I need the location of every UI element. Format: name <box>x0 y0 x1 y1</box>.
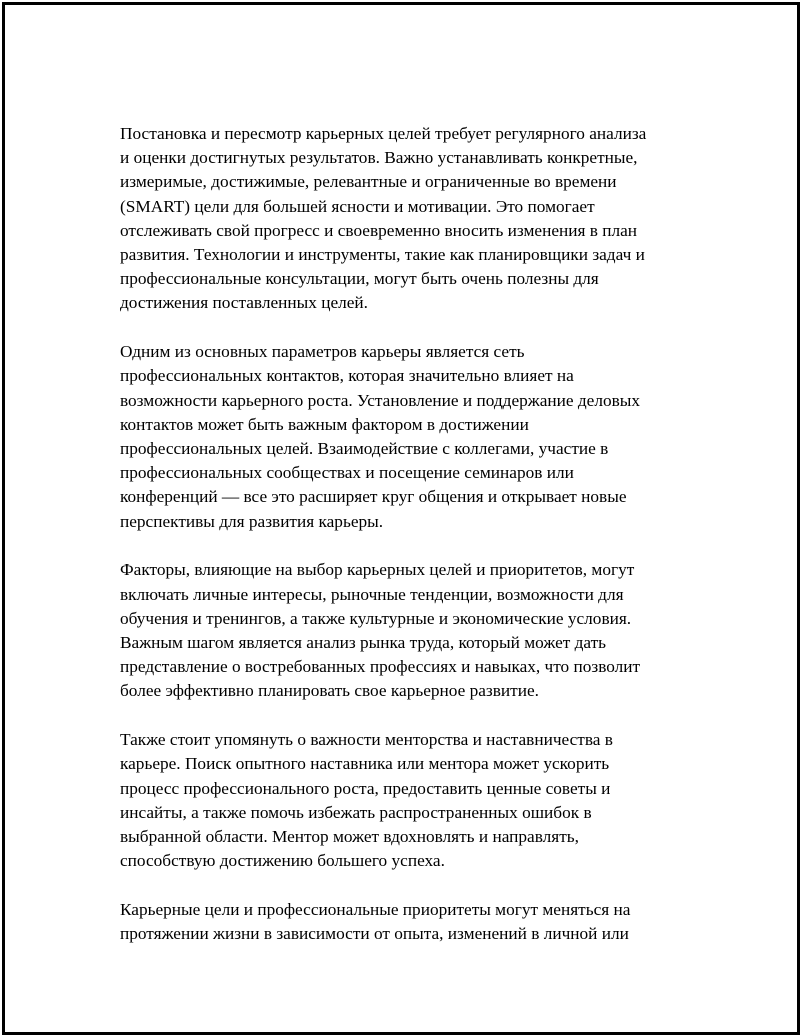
document-body <box>120 122 720 946</box>
paragraph-goal-factors: Факторы, влияющие на выбор карьерных целей и приоритетов, могут включать личные интересы, рыночные тенденции, возможности для обучения и тренингов, а также культурные и экономические условия. Важным шагом является анализ рынка труда, который может дать представление о востребованных профессиях и навыках, что позволит более эффективно планировать свое карьерное развитие. <box>120 560 641 701</box>
page-frame <box>2 2 800 1035</box>
paragraph-changing-priorities: Карьерные цели и профессиональные приоритеты могут меняться на протяжении жизни в зависимости от опыта, изменений в личной или <box>120 900 631 944</box>
paragraph-career-goals: Постановка и пересмотр карьерных целей требует регулярного анализа и оценки достигнутых результатов. Важно устанавливать конкретные, измеримые, достижимые, релевантные и ограниченные во времени (SMART) цели для большей ясности и мотивации. Это помогает отслеживать свой прогресс и своевременно вносить изменения в план развития. Технологии и инструменты, такие как планировщики задач и профессиональные консультации, могут быть очень полезны для достижения поставленных целей. <box>120 124 647 313</box>
paragraph-professional-network: Одним из основных параметров карьеры является сеть профессиональных контактов, которая значительно влияет на возможности карьерного роста. Установление и поддержание деловых контактов может быть важным фактором в достижении профессиональных целей. Взаимодействие с коллегами, участие в профессиональных сообществах и посещение семинаров или конференций — все это расширяет круг общения и открывает новые перспективы для развития карьеры. <box>120 342 641 531</box>
paragraph-mentorship: Также стоит упомянуть о важности менторства и наставничества в карьере. Поиск опытного наставника или ментора может ускорить процесс профессионального роста, предоставить ценные советы и инсайты, а также помочь избежать распространенных ошибок в выбранной области. Ментор может вдохновлять и направлять, способствую достижению большего успеха. <box>120 730 613 871</box>
